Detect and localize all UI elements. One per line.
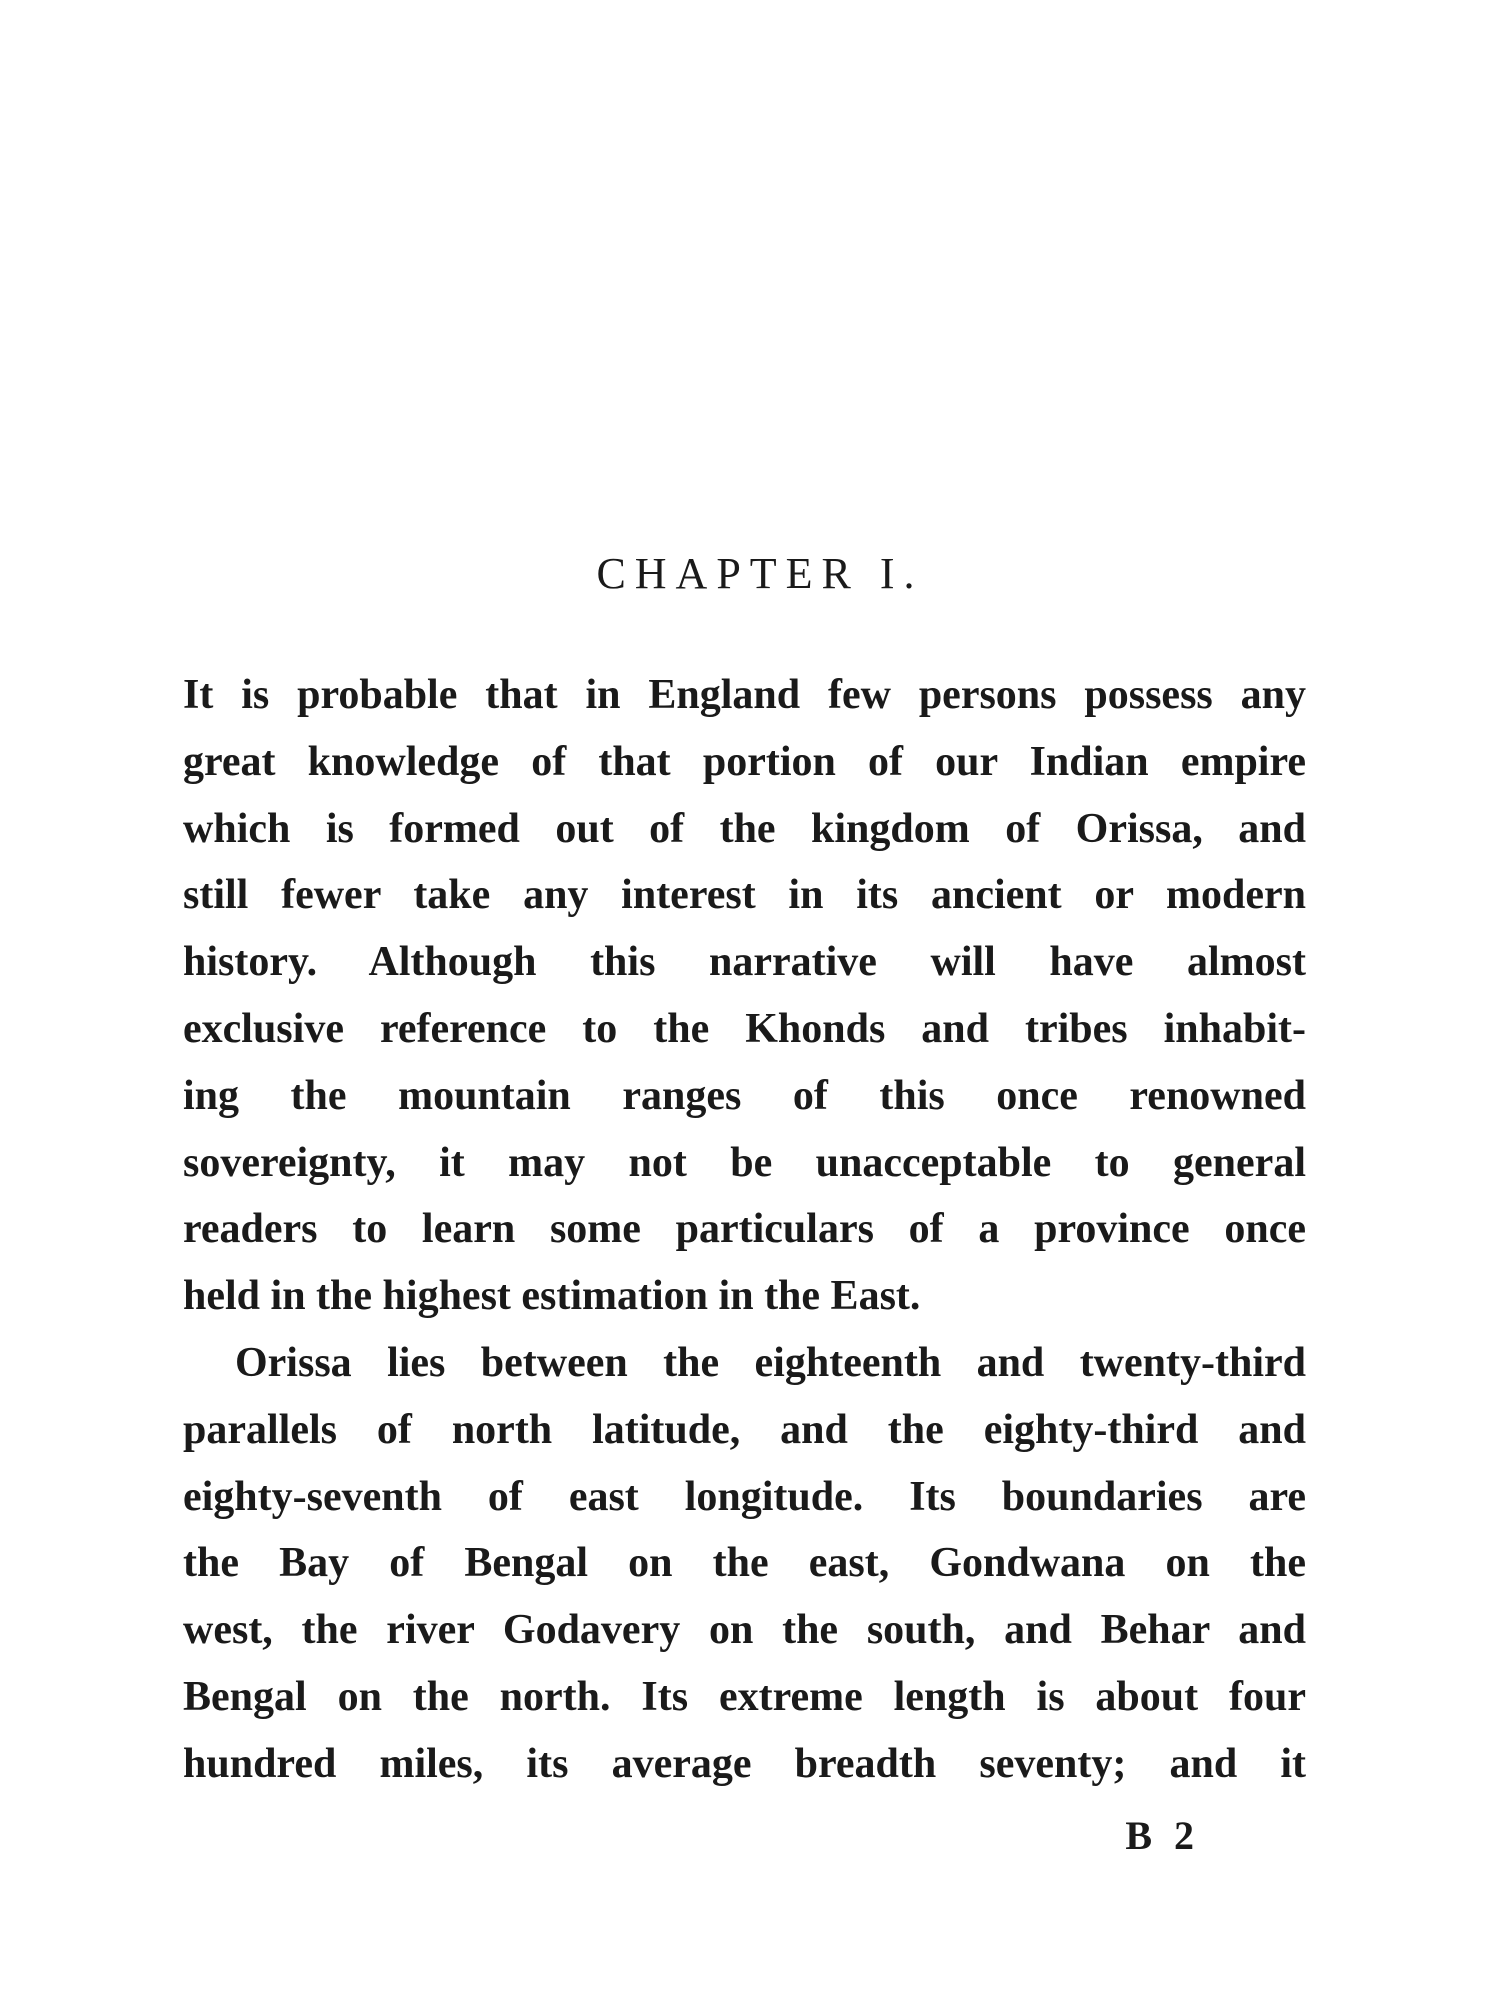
paragraph-2-line: parallels of north latitude, and the eighty-third and	[183, 1406, 1306, 1453]
chapter-heading: CHAPTER I.	[596, 549, 924, 598]
paragraph-2-line: west, the river Godavery on the south, and Behar and	[183, 1607, 1306, 1654]
paragraph-2-line: the Bay of Bengal on the east, Gondwana on the	[183, 1540, 1306, 1587]
paragraph-1-line: sovereignty, it may not be unacceptable to general	[183, 1139, 1306, 1186]
paragraph-1-line: ing the mountain ranges of this once renowned	[183, 1072, 1306, 1119]
paragraph-1-line: great knowledge of that portion of our Indian empire	[183, 738, 1306, 785]
paragraph-2-line: hundred miles, its average breadth seventy; and it	[183, 1740, 1306, 1787]
paragraph-2-line: Orissa lies between the eighteenth and twenty-third	[235, 1339, 1306, 1386]
paragraph-1-line: readers to learn some particulars of a province once	[183, 1206, 1306, 1253]
paragraph-1-line: held in the highest estimation in the East.	[183, 1273, 921, 1320]
paragraph-1-line: which is formed out of the kingdom of Orissa, and	[183, 805, 1306, 852]
body-text	[183, 662, 1306, 1798]
paragraph-2-line: eighty-seventh of east longitude. Its boundaries are	[183, 1473, 1306, 1520]
paragraph-1-line: history. Although this narrative will have almost	[183, 939, 1306, 986]
paragraph-1-line: still fewer take any interest in its ancient or modern	[183, 872, 1306, 919]
paragraph-1-line: exclusive reference to the Khonds and tribes inhabit-	[183, 1005, 1306, 1052]
paragraph-1-line: It is probable that in England few persons possess any	[183, 672, 1306, 718]
paragraph-2-line: Bengal on the north. Its extreme length is about four	[183, 1673, 1306, 1720]
signature-mark: B 2	[1125, 1813, 1200, 1858]
